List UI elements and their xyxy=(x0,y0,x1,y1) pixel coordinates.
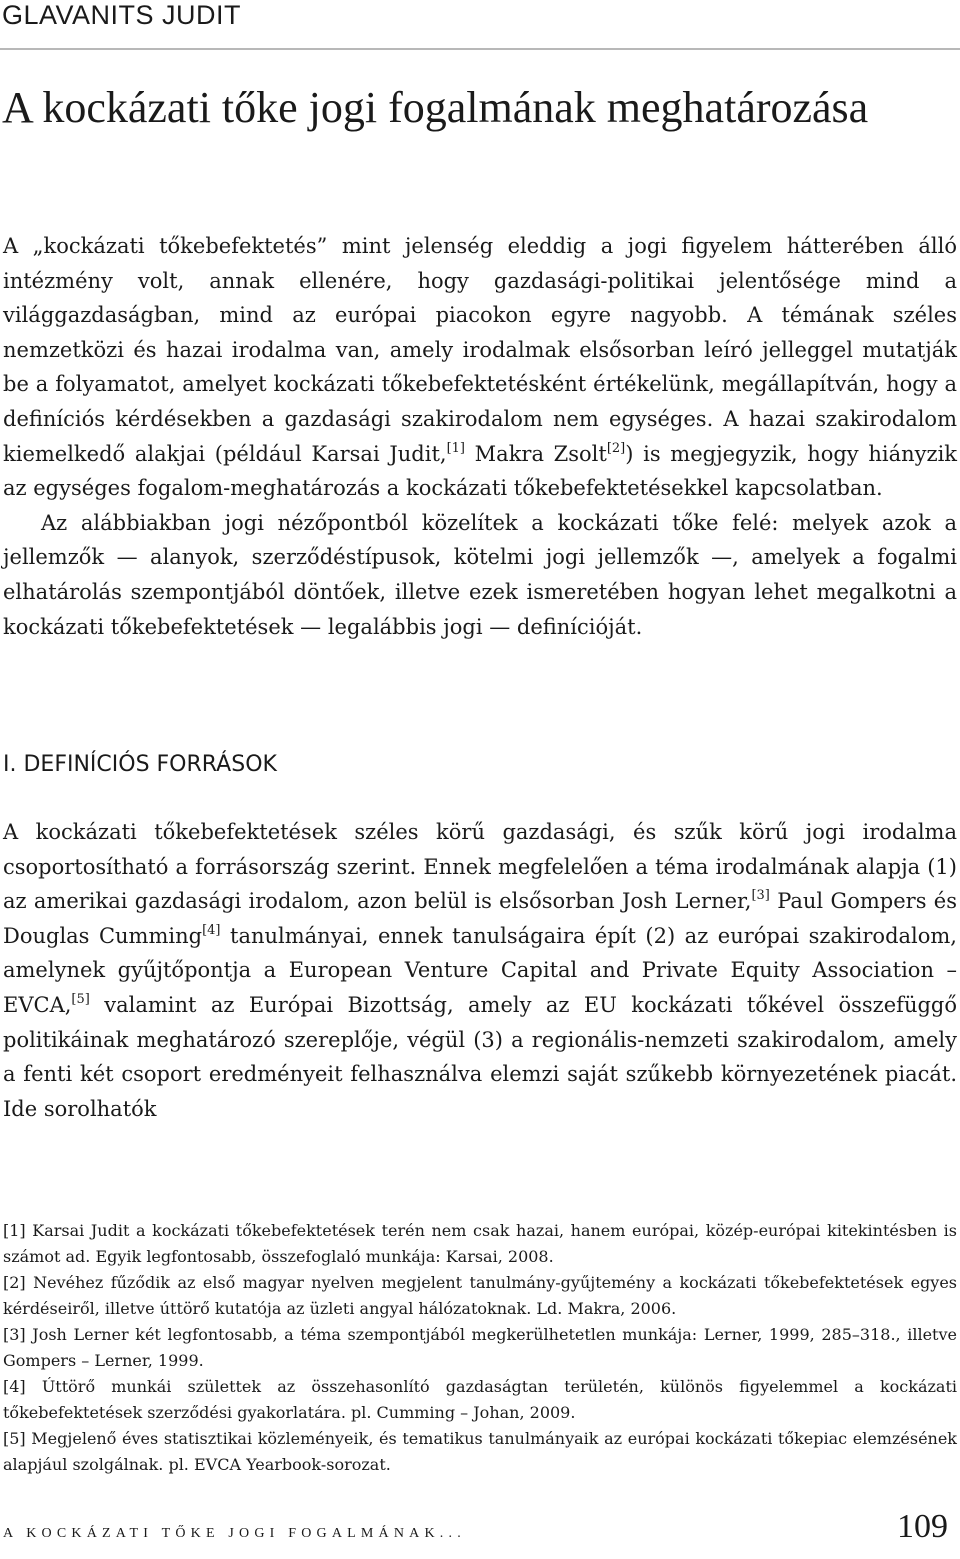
footnote-1: [1] Karsai Judit a kockázati tőkebefektetések terén nem csak hazai, hanem európai, közép-európai kitekintésben is számot ad. Egyik legfontosabb, összefoglaló munkája: Karsai, 2008. xyxy=(3,1221,957,1266)
paragraph-text: ) is megjegyzik, hogy hiányzik az egységes fogalom-meghatározás a kockázati tőkebefektetésekkel kapcsolatban. xyxy=(3,441,958,501)
running-footer-title: A KOCKÁZATI TŐKE JOGI FOGALMÁNAK... xyxy=(3,1526,466,1541)
footnote-ref-2[interactable]: [2] xyxy=(606,440,626,456)
intro-paragraph-2: Az alábbiakban jogi nézőpontból közelítek a kockázati tőke felé: melyek azok a jellemzők — alanyok, szerződéstípusok, kötelmi jogi jellemzők —, amelyek a fogalmi elhatárolás szempontjából döntőek, illetve ezek ismeretében hogyan lehet megalkotni a kockázati tőkebefektetések — legalábbis jogi — definícióját. xyxy=(3,510,957,639)
paragraph-text: A kockázati tőkebefektetések széles körű gazdasági, és szűk körű jogi irodalma csoportosítható a forrásország szerint. Ennek megfelelően a téma irodalmának alapja (1) az amerikai gazdasági irodalom, azon belül is elsősorban Josh Lerner, xyxy=(3,820,957,914)
paragraph-text: Makra Zsolt xyxy=(465,441,607,466)
paragraph-text: valamint az Európai Bizottság, amely az EU kockázati tőkével összefüggő politikáinak meghatározó szereplője, végül (3) a regionális-nemzeti szakirodalom, amely a fenti két csoport eredményeit felhasználva elemzi saját szűkebb környezetének piacát. Ide sorolhatók xyxy=(3,992,957,1121)
footnote-ref-4[interactable]: [4] xyxy=(202,922,221,938)
header-divider xyxy=(0,48,960,50)
page-number: 109 xyxy=(897,1508,948,1545)
paragraph-text: A „kockázati tőkebefektetés” mint jelenség eleddig a jogi figyelem hátterében álló intézmény volt, annak ellenére, hogy gazdasági-politikai jelentősége mind a világgazdaságban, mind az európai piacokon egyre nagyobb. A témának széles nemzetközi és hazai irodalma van, amely irodalmak elsősorban leíró jelleggel mutatják be a folyamatot, amelyet kockázati tőkebefektetésként értékelünk, megállapítván, hogy a definíciós kérdésekben a gazdasági szakirodalom nem egységes. A hazai szakirodalom kiemelkedő alakjai (például Karsai Judit, xyxy=(3,234,957,466)
footnote-3: [3] Josh Lerner két legfontosabb, a téma szempontjából megkerülhetetlen munkája: Lerner, 1999, 285–318., illetve Gompers – Lerner, 1999. xyxy=(3,1325,957,1370)
footnote-ref-3[interactable]: [3] xyxy=(751,888,770,904)
footnote-5: [5] Megjelenő éves statisztikai közleményeik, és tematikus tanulmányaik az európai kockázati tőkepiac elemzésének alapjául szolgálnak. pl. EVCA Yearbook-sorozat. xyxy=(3,1429,957,1474)
footnote-4: [4] Úttörő munkái születtek az összehasonlító gazdaságtan területén, különös figyelemmel a kockázati tőkebefektetések szerződési gyakorlatára. pl. Cumming – Johan, 2009. xyxy=(3,1377,957,1422)
section-1-body xyxy=(3,815,957,1126)
author-header: GLAVANITS JUDIT xyxy=(2,0,242,30)
intro-section xyxy=(3,229,957,644)
footnote-2: [2] Nevéhez fűződik az első magyar nyelven megjelent tanulmány-gyűjtemény a kockázati tőkebefektetések egyes kérdéseiről, illetve úttörő kutatója az üzleti angyal hálózatoknak. Ld. Makra, 2006. xyxy=(3,1273,957,1318)
footnotes xyxy=(3,1218,957,1478)
section-heading: I. DEFINÍCIÓS FORRÁSOK xyxy=(3,752,277,777)
section-1-paragraph xyxy=(3,815,957,1126)
paragraph-text: Paul Gompers és Douglas Cumming xyxy=(3,889,957,948)
article-title: A kockázati tőke jogi fogalmának meghatározása xyxy=(2,83,869,132)
footnote-ref-5[interactable]: [5] xyxy=(71,991,90,1007)
paragraph-text: tanulmányai, ennek tanulságaira épít (2) az európai szakirodalom, amelynek gyűjtőpontja a European Venture Capital and Private Equity Association – EVCA, xyxy=(3,923,957,1017)
intro-paragraph-1 xyxy=(3,229,957,506)
footnote-ref-1[interactable]: [1] xyxy=(446,440,465,456)
